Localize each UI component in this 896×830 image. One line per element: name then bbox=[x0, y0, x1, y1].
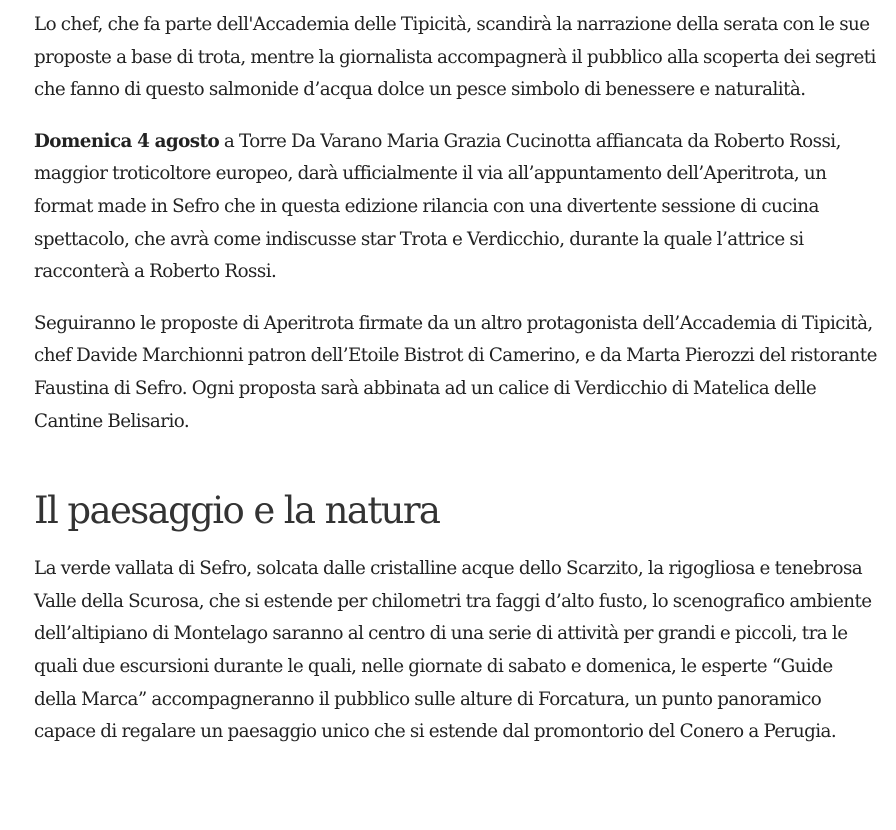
article-paragraph: Seguiranno le proposte di Aperitrota firmate da un altro protagonista dell’Accademia di Tipicità, chef Davide Marchionni patron dell’Etoile Bistrot di Camerino, e da Marta Pierozzi del ristorante Faustina di Sefro. Ogni proposta sarà abbinata ad un calice di Verdicchio di Matelica delle Cantine Belisario. bbox=[34, 312, 877, 432]
article-paragraph: La verde vallata di Sefro, solcata dalle cristalline acque dello Scarzito, la rigogliosa e tenebrosa Valle della Scurosa, che si estende per chilometri tra faggi d’alto fusto, lo scenografico ambiente dell’altipiano di Montelago saranno al centro di una serie di attività per grandi e piccoli, tra le quali due escursioni durante le quali, nelle giornate di sabato e domenica, le esperte “Guide della Marca” accompagneranno il pubblico sulle alture di Forcatura, un punto panoramico capace di regalare un paesaggio unico che si estende dal promontorio del Conero a Perugia. bbox=[34, 558, 872, 743]
article-body bbox=[34, 9, 878, 768]
paragraph-text: a Torre Da Varano Maria Grazia Cucinotta affiancata da Roberto Rossi, maggior troticoltore europeo, darà ufficialmente il via all’appuntamento dell’Aperitrota, un format made in Sefro che in questa edizione rilancia con una divertente sessione di cucina spettacolo, che avrà come indiscusse star Trota e Verdicchio, durante la quale l’attrice si racconterà a Roberto Rossi. bbox=[34, 130, 841, 283]
section-heading: Il paesaggio e la natura bbox=[34, 489, 440, 533]
paragraph-bold-lead: Domenica 4 agosto bbox=[34, 130, 220, 152]
article-paragraph: Lo chef, che fa parte dell'Accademia delle Tipicità, scandirà la narrazione della serata con le sue proposte a base di trota, mentre la giornalista accompagnerà il pubblico alla scoperta dei segreti che fanno di questo salmonide d’acqua dolce un pesce simbolo di benessere e naturalità. bbox=[34, 14, 876, 101]
article-paragraph bbox=[34, 126, 878, 289]
